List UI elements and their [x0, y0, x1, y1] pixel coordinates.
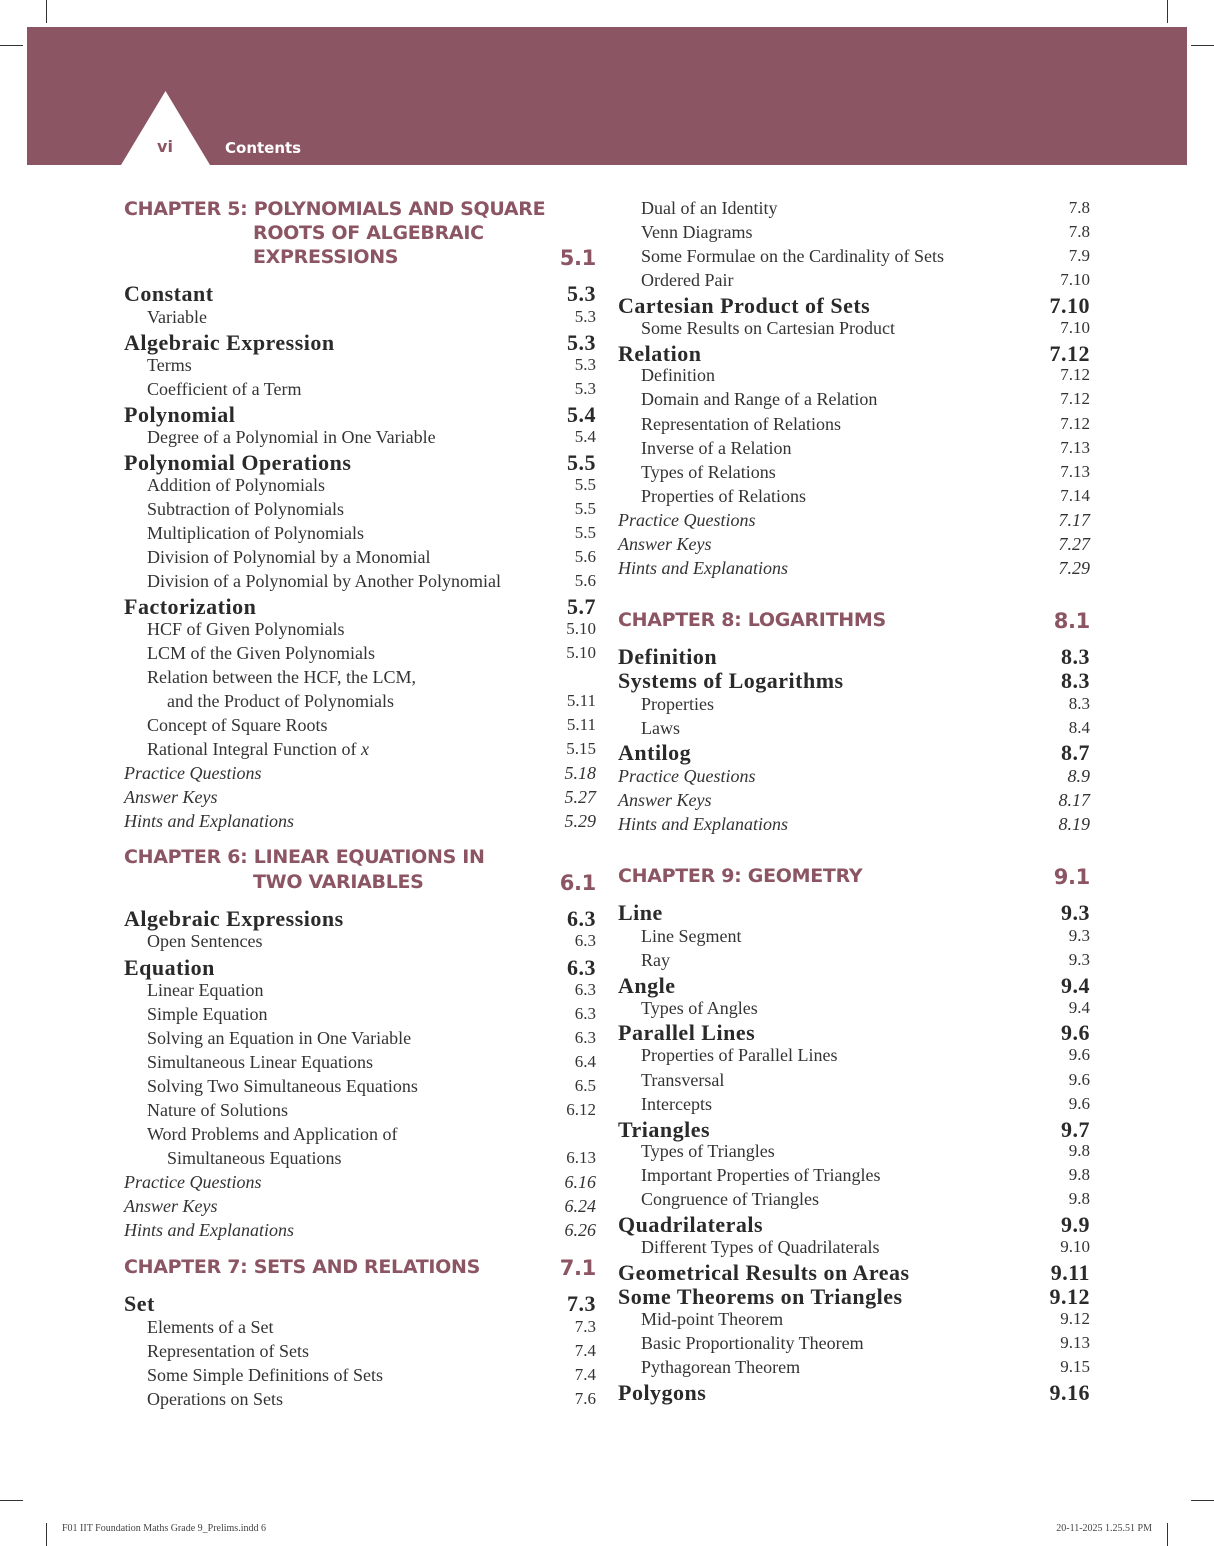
- entry-page-number: 6.3: [574, 931, 596, 950]
- entry-page-number: 7.13: [1060, 438, 1090, 457]
- entry-page-number: 5.5: [574, 475, 596, 494]
- entry-title: Properties: [641, 694, 714, 714]
- entry-title: Venn Diagrams: [641, 222, 753, 242]
- entry-title: CHAPTER 7: SETS AND RELATIONS: [124, 1256, 481, 1278]
- entry-title: Hints and Explanations: [124, 1220, 294, 1240]
- entry-title: CHAPTER 5: POLYNOMIALS AND SQUARE: [124, 198, 546, 220]
- entry-title: Some Results on Cartesian Product: [641, 318, 895, 338]
- entry-title: Concept of Square Roots: [147, 715, 328, 735]
- entry-page-number: 6.3: [567, 955, 596, 980]
- entry-title: Laws: [641, 718, 680, 738]
- entry-page-number: 5.5: [574, 523, 596, 542]
- entry-title: Some Formulae on the Cardinality of Sets: [641, 246, 944, 266]
- entry-title: Geometrical Results on Areas: [618, 1260, 910, 1285]
- entry-title: Some Theorems on Triangles: [618, 1284, 903, 1309]
- entry-page-number: 7.4: [574, 1341, 596, 1360]
- entry-title: Algebraic Expression: [124, 330, 335, 355]
- entry-page-number: 7.29: [1058, 558, 1090, 578]
- entry-title: Basic Proportionality Theorem: [641, 1333, 864, 1353]
- entry-title: LCM of the Given Polynomials: [147, 643, 375, 663]
- entry-title: Word Problems and Application of: [147, 1124, 398, 1144]
- entry-page-number: 5.6: [574, 571, 596, 590]
- entry-page-number: 8.3: [1061, 668, 1090, 693]
- entry-title: Answer Keys: [124, 1196, 218, 1216]
- entry-page-number: 7.6: [574, 1389, 596, 1408]
- entry-page-number: 6.24: [564, 1196, 596, 1216]
- entry-page-number: 7.3: [574, 1317, 596, 1336]
- entry-page-number: 6.26: [564, 1220, 596, 1240]
- entry-title: Types of Triangles: [641, 1141, 775, 1161]
- entry-title: Practice Questions: [124, 1172, 262, 1192]
- entry-title: Subtraction of Polynomials: [147, 499, 344, 519]
- crop-mark: [1191, 1500, 1214, 1501]
- entry-title: Ray: [641, 950, 670, 970]
- entry-page-number: 9.3: [1068, 926, 1090, 945]
- entry-title: Intercepts: [641, 1094, 712, 1114]
- crop-mark: [1167, 0, 1168, 23]
- entry-page-number: 5.3: [574, 355, 596, 374]
- entry-title: Congruence of Triangles: [641, 1189, 819, 1209]
- entry-page-number: 5.6: [574, 547, 596, 566]
- entry-page-number: 5.4: [574, 427, 596, 446]
- entry-title: Systems of Logarithms: [618, 668, 844, 693]
- entry-page-number: 8.9: [1067, 766, 1090, 786]
- entry-page-number: 6.1: [559, 871, 596, 895]
- entry-title: Solving Two Simultaneous Equations: [147, 1076, 418, 1096]
- entry-title: Line Segment: [641, 926, 742, 946]
- entry-page-number: 6.16: [564, 1172, 596, 1192]
- entry-title: Definition: [641, 365, 715, 385]
- entry-page-number: 9.6: [1068, 1094, 1090, 1113]
- entry-title: Solving an Equation in One Variable: [147, 1028, 412, 1048]
- entry-title: Variable: [147, 307, 207, 327]
- entry-title: Elements of a Set: [147, 1317, 274, 1337]
- crop-mark: [0, 45, 23, 46]
- entry-page-number: 7.17: [1058, 510, 1090, 530]
- entry-title: Answer Keys: [618, 534, 712, 554]
- entry-page-number: 5.4: [567, 402, 596, 427]
- entry-title: Hints and Explanations: [618, 558, 788, 578]
- entry-title: Antilog: [618, 740, 692, 765]
- entry-page-number: 7.12: [1049, 341, 1090, 366]
- entry-title: Pythagorean Theorem: [641, 1357, 801, 1377]
- entry-title: Dual of an Identity: [641, 198, 778, 218]
- entry-page-number: 5.10: [566, 643, 596, 662]
- entry-page-number: 7.12: [1060, 389, 1090, 408]
- entry-title: Relation: [618, 341, 702, 366]
- entry-page-number: 5.11: [566, 691, 596, 710]
- entry-title: Relation between the HCF, the LCM,: [147, 667, 417, 687]
- entry-page-number: 7.12: [1060, 365, 1090, 384]
- entry-page-number: 7.9: [1068, 246, 1090, 265]
- entry-title: Algebraic Expressions: [124, 906, 344, 931]
- entry-title: Equation: [124, 955, 215, 980]
- entry-page-number: 6.3: [574, 980, 596, 999]
- entry-title: Hints and Explanations: [618, 814, 788, 834]
- entry-title: Some Simple Definitions of Sets: [147, 1365, 383, 1385]
- entry-page-number: 5.11: [566, 715, 596, 734]
- entry-page-number: 9.11: [1050, 1260, 1090, 1285]
- entry-title: EXPRESSIONS: [253, 246, 399, 268]
- entry-title: Practice Questions: [618, 510, 756, 530]
- entry-title: Polynomial Operations: [124, 450, 352, 475]
- crop-mark: [1191, 45, 1214, 46]
- entry-title: Constant: [124, 281, 214, 306]
- crop-mark: [46, 1523, 47, 1546]
- entry-title: Inverse of a Relation: [641, 438, 792, 458]
- entry-page-number: 7.10: [1049, 293, 1090, 318]
- entry-page-number: 8.7: [1061, 740, 1090, 765]
- entry-title: Properties of Parallel Lines: [641, 1045, 838, 1065]
- entry-page-number: 9.12: [1060, 1309, 1090, 1328]
- entry-page-number: 5.18: [564, 763, 596, 783]
- entry-page-number: 6.3: [574, 1028, 596, 1047]
- entry-title: Degree of a Polynomial in One Variable: [147, 427, 436, 447]
- entry-title: Line: [618, 900, 663, 925]
- entry-title: Types of Relations: [641, 462, 776, 482]
- entry-page-number: 7.12: [1060, 414, 1090, 433]
- entry-title: Nature of Solutions: [147, 1100, 288, 1120]
- entry-title: Operations on Sets: [147, 1389, 283, 1409]
- entry-page-number: 8.1: [1053, 609, 1090, 633]
- entry-title: Open Sentences: [147, 931, 263, 951]
- entry-title: Polynomial: [124, 402, 236, 427]
- entry-page-number: 7.13: [1060, 462, 1090, 481]
- entry-page-number: 5.10: [566, 619, 596, 638]
- entry-page-number: 9.6: [1068, 1045, 1090, 1064]
- crop-mark: [0, 1500, 23, 1501]
- entry-title: Representation of Sets: [147, 1341, 309, 1361]
- entry-page-number: 8.3: [1061, 644, 1090, 669]
- entry-page-number: 5.3: [574, 379, 596, 398]
- entry-page-number: 8.4: [1068, 718, 1090, 737]
- entry-page-number: 6.13: [566, 1148, 596, 1167]
- entry-title: Properties of Relations: [641, 486, 806, 506]
- entry-page-number: 9.8: [1068, 1141, 1090, 1160]
- entry-page-number: 8.17: [1058, 790, 1090, 810]
- entry-title: CHAPTER 6: LINEAR EQUATIONS IN: [124, 846, 485, 868]
- entry-page-number: 6.3: [567, 906, 596, 931]
- entry-page-number: 9.12: [1049, 1284, 1090, 1309]
- entry-title: Division of Polynomial by a Monomial: [147, 547, 431, 567]
- entry-title: Rational Integral Function of x: [147, 739, 369, 759]
- entry-page-number: 7.8: [1068, 222, 1090, 241]
- entry-title: CHAPTER 9: GEOMETRY: [618, 865, 863, 887]
- entry-page-number: 5.27: [564, 787, 596, 807]
- entry-page-number: 5.1: [559, 246, 596, 270]
- entry-title: Polygons: [618, 1380, 707, 1405]
- entry-page-number: 9.4: [1061, 973, 1090, 998]
- entry-page-number: 9.10: [1060, 1237, 1090, 1256]
- entry-page-number: 7.14: [1060, 486, 1090, 505]
- entry-page-number: 9.15: [1060, 1357, 1090, 1376]
- entry-title: Addition of Polynomials: [147, 475, 326, 495]
- entry-page-number: 7.10: [1060, 318, 1090, 337]
- entry-title: Definition: [618, 644, 718, 669]
- entry-title: HCF of Given Polynomials: [147, 619, 345, 639]
- entry-title: Transversal: [641, 1070, 725, 1090]
- entry-title: Parallel Lines: [618, 1020, 756, 1045]
- entry-page-number: 9.7: [1061, 1117, 1090, 1142]
- entry-title: Answer Keys: [618, 790, 712, 810]
- entry-page-number: 7.10: [1060, 270, 1090, 289]
- entry-page-number: 5.5: [567, 450, 596, 475]
- entry-title: Factorization: [124, 594, 257, 619]
- entry-page-number: 7.3: [567, 1291, 596, 1316]
- entry-page-number: 5.7: [567, 594, 596, 619]
- entry-title: Representation of Relations: [641, 414, 841, 434]
- entry-title: Mid-point Theorem: [641, 1309, 784, 1329]
- entry-title: Simple Equation: [147, 1004, 268, 1024]
- entry-page-number: 7.8: [1068, 198, 1090, 217]
- entry-title: Division of a Polynomial by Another Polynomial: [147, 571, 501, 591]
- header-title: Contents: [225, 139, 302, 157]
- entry-page-number: 9.8: [1068, 1189, 1090, 1208]
- entry-page-number: 5.5: [574, 499, 596, 518]
- entry-page-number: 9.6: [1068, 1070, 1090, 1089]
- page-number: vi: [157, 137, 173, 156]
- entry-title: Types of Angles: [641, 998, 758, 1018]
- entry-page-number: 8.19: [1058, 814, 1090, 834]
- entry-title: Important Properties of Triangles: [641, 1165, 881, 1185]
- entry-title: TWO VARIABLES: [253, 871, 424, 893]
- entry-title: Answer Keys: [124, 787, 218, 807]
- entry-title: Quadrilaterals: [618, 1212, 764, 1237]
- entry-page-number: 9.1: [1053, 865, 1090, 889]
- entry-page-number: 7.1: [559, 1256, 596, 1280]
- footer-file-name: F01 IIT Foundation Maths Grade 9_Prelims.indd 6: [62, 1523, 266, 1534]
- entry-title: Practice Questions: [618, 766, 756, 786]
- entry-page-number: 9.3: [1068, 950, 1090, 969]
- entry-page-number: 9.9: [1061, 1212, 1090, 1237]
- entry-page-number: 9.16: [1049, 1380, 1090, 1405]
- entry-title: Angle: [618, 973, 676, 998]
- entry-title: Simultaneous Equations: [167, 1148, 342, 1168]
- entry-title: CHAPTER 8: LOGARITHMS: [618, 609, 886, 631]
- entry-title: Ordered Pair: [641, 270, 734, 290]
- entry-title: Terms: [147, 355, 192, 375]
- entry-title: Simultaneous Linear Equations: [147, 1052, 373, 1072]
- entry-page-number: 5.3: [567, 281, 596, 306]
- entry-title: Different Types of Quadrilaterals: [641, 1237, 880, 1257]
- crop-mark: [46, 0, 47, 23]
- entry-title: Multiplication of Polynomials: [147, 523, 364, 543]
- entry-page-number: 6.12: [566, 1100, 596, 1119]
- entry-page-number: 6.5: [574, 1076, 596, 1095]
- entry-page-number: 5.3: [567, 330, 596, 355]
- entry-page-number: 6.4: [574, 1052, 596, 1071]
- entry-page-number: 8.3: [1068, 694, 1090, 713]
- entry-page-number: 7.4: [574, 1365, 596, 1384]
- crop-mark: [1167, 1523, 1168, 1546]
- footer-timestamp: 20-11-2025 1.25.51 PM: [1056, 1523, 1152, 1534]
- entry-page-number: 6.3: [574, 1004, 596, 1023]
- entry-title: Hints and Explanations: [124, 811, 294, 831]
- entry-title: and the Product of Polynomials: [167, 691, 394, 711]
- entry-page-number: 7.27: [1058, 534, 1090, 554]
- entry-title: ROOTS OF ALGEBRAIC: [253, 222, 484, 244]
- entry-title: Linear Equation: [147, 980, 264, 1000]
- entry-title: Set: [124, 1291, 155, 1316]
- entry-title: Cartesian Product of Sets: [618, 293, 871, 318]
- entry-page-number: 5.15: [566, 739, 596, 758]
- entry-page-number: 5.29: [564, 811, 596, 831]
- entry-page-number: 5.3: [574, 307, 596, 326]
- entry-page-number: 9.4: [1068, 998, 1090, 1017]
- entry-page-number: 9.13: [1060, 1333, 1090, 1352]
- entry-page-number: 9.3: [1061, 900, 1090, 925]
- entry-page-number: 9.6: [1061, 1020, 1090, 1045]
- entry-title: Triangles: [618, 1117, 711, 1142]
- entry-title: Coefficient of a Term: [147, 379, 302, 399]
- entry-title: Practice Questions: [124, 763, 262, 783]
- entry-page-number: 9.8: [1068, 1165, 1090, 1184]
- entry-title: Domain and Range of a Relation: [641, 389, 878, 409]
